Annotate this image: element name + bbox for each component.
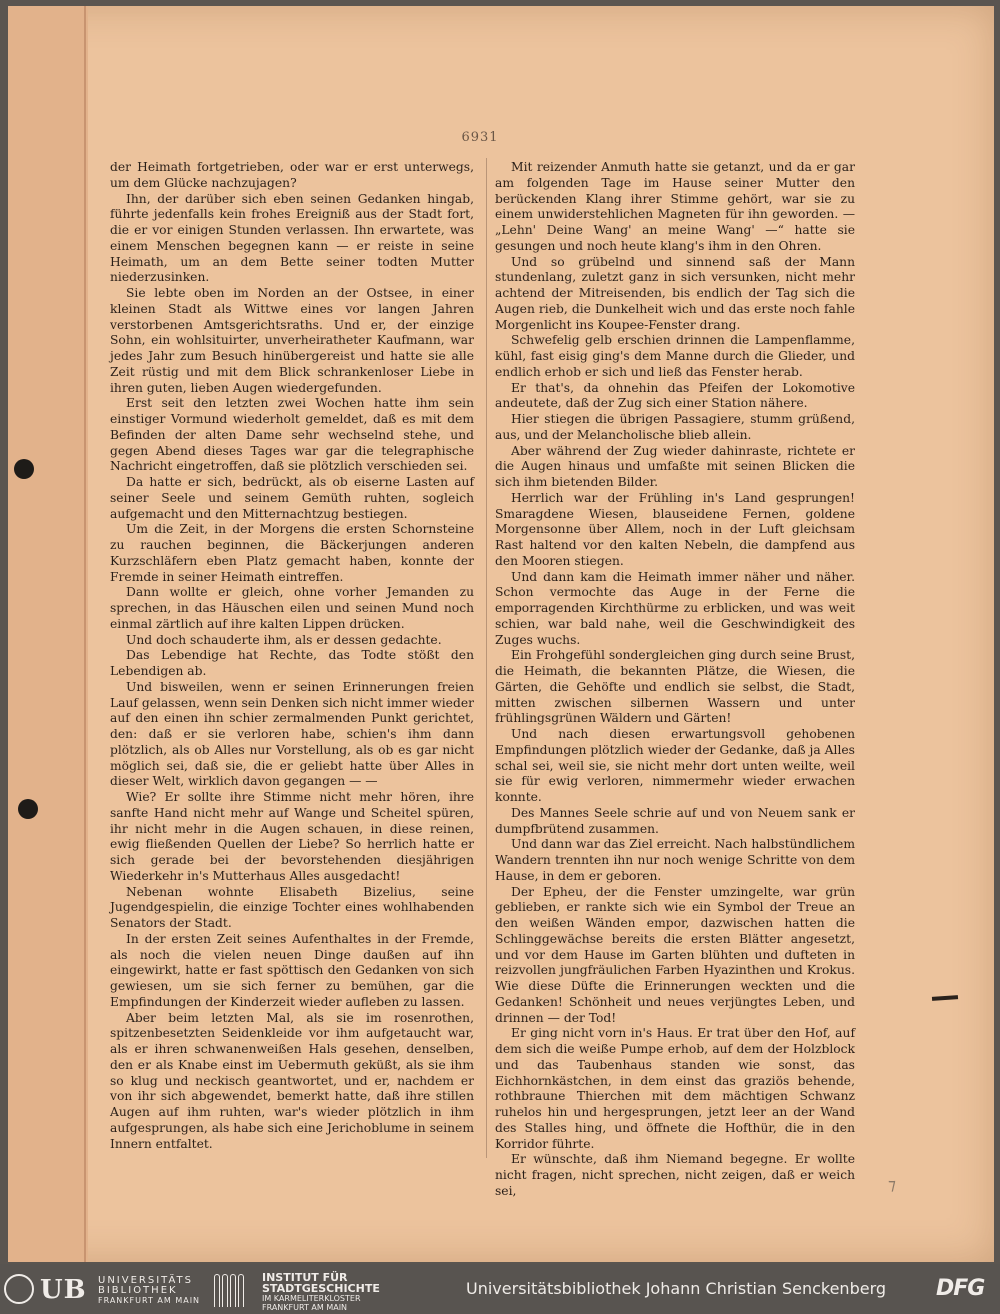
paragraph: Er wünschte, daß ihm Niemand begegne. Er wollte nicht fragen, nicht sprechen, nicht zeigen, daß er weich sei, [495,1152,855,1198]
paragraph: Er ging nicht vorn in's Haus. Er trat über den Hof, auf dem sich die weiße Pumpe erhob, auf dem der Holzblock und das Taubenhaus standen wie sonst, das Eichhornkästchen, in dem einst das graziös behende, rothbraune Thierchen mit dem mächtigen Schwanz ruhelos hin und hergesprungen, jetzt leer an der Wand des Stalles hing, und öffnete die Hofthür, die in den Korridor führte. [495,1026,855,1151]
ub-line-2: BIBLIOTHEK [98,1285,178,1296]
paragraph: Ihn, der darüber sich eben seinen Gedanken hingab, führte jedenfalls kein frohes Ereigniß aus der Stadt fort, die er vor einigen Stunden verlassen. Ihn erwartete, was einem Menschen begegnen kann — er reiste in seine Heimath, um an dem Bette seiner todten Mutter niederzusinken. [110,191,474,285]
paragraph: Und dann kam die Heimath immer näher und näher. Schon vermochte das Auge in der Ferne die emporragenden Kirchthürme zu erblicken, und was weit schien, war bald nahe, weil die Geschwindigkeit des Zuges wuchs. [495,569,855,647]
ifs-line-3: IM KARMELITERKLOSTER [262,1294,361,1303]
ifs-line-2: STADTGESCHICHTE [262,1282,380,1295]
left-column [110,160,474,1152]
paragraph: Und bisweilen, wenn er seinen Erinnerungen freien Lauf gelassen, wenn sein Denken sich nicht immer wieder auf den einen ihn schier zermalmenden Punkt gerichtet, den: daß er sie verloren habe, schien's ihm dann plötzlich, als ob Alles nur Vorstellung, als ob es gar nicht möglich sei, daß sie, die er geliebt hatte über Alles in dieser Welt, wirklich davon gegangen — — [110,679,474,789]
paragraph: Wie? Er sollte ihre Stimme nicht mehr hören, ihre sanfte Hand nicht mehr auf Wange und Scheitel spüren, ihr nicht mehr in die Augen schauen, in diese reinen, ewig fließenden Quellen der Liebe? So herrlich hatte er sich gerade bei der bevorstehenden diesjährigen Wiederkehr in's Mutterhaus Alles ausgedacht! [110,790,474,883]
paragraph: Und dann war das Ziel erreicht. Nach halbstündlichem Wandern trennten ihn nur noch wenige Schritte von dem Hause, in dem er geboren. [495,837,855,883]
binding-fold [84,6,86,1262]
paragraph: Aber während der Zug wieder dahinraste, richtete er die Augen hinaus und umfaßte mit seinen Blicken die sich ihm bietenden Bilder. [495,443,855,489]
paragraph: Sie lebte oben im Norden an der Ostsee, in einer kleinen Stadt als Wittwe eines vor langen Jahren verstorbenen Amtsgerichtsraths. Und er, der einzige Sohn, ein wohlsituirter, unverheiratheter Kaufmann, war jedes Jahr zum Besuch hinübergereist und hatte sie alle Zeit rüstig und mit dem Blick schrankenloser Liebe in ihren guten, lieben Augen wiedergefunden. [110,286,474,395]
library-name[interactable]: Universitätsbibliothek Johann Christian Senckenberg [466,1279,887,1298]
paragraph: Hier stiegen die übrigen Passagiere, stumm grüßend, aus, und der Melancholische blieb allein. [495,412,855,442]
paragraph: Aber beim letzten Mal, als sie im rosenrothen, spitzenbesetzten Seidenkleide vor ihm aufgetaucht war, als er ihren schwanenweißen Hals gesehen, denselben, den er als Knabe einst im Uebermuth geküßt, als sie ihm so klug und neckisch geantwortet, und er, nachdem er von ihr sich abgewendet, bemerkt hatte, daß ihre stillen Augen auf ihm ruhten, war's wieder plötzlich in ihm aufgesprungen, als habe sich eine Jerichoblume in seinem Innern entfaltet. [110,1010,474,1151]
ifs-wordmark [262,1272,380,1312]
paragraph: Ein Frohgefühl sondergleichen ging durch seine Brust, die Heimath, die bekannten Plätze, die Wiesen, die Gärten, die Gehöfte und endlich sie selbst, die Stadt, mitten zwischen silbernen Wassern und unter frühlingsgrünen Wäldern und Gärten! [495,648,855,726]
ub-line-1: UNIVERSITÄTS [98,1275,194,1286]
punch-hole [18,799,38,819]
ifs-arches-icon[interactable] [214,1274,252,1306]
ub-letters: UB [40,1275,87,1305]
paragraph: der Heimath fortgetrieben, oder war er erst unterwegs, um dem Glücke nachzujagen? [110,160,474,190]
paragraph: Das Lebendige hat Rechte, das Todte stößt den Lebendigen ab. [110,648,474,678]
binding-margin [8,6,88,1262]
paragraph: Dann wollte er gleich, ohne vorher Jemanden zu sprechen, in das Häuschen eilen und seinen Mund noch einmal zärtlich auf ihre kalten Lippen drücken. [110,585,474,631]
column-divider [486,158,487,1158]
punch-hole [14,459,34,479]
page-number: 6931 [461,130,499,145]
right-column [495,160,855,1200]
paragraph: Er that's, da ohnehin das Pfeifen der Lokomotive andeutete, daß der Zug sich einer Station nähere. [495,380,855,411]
paragraph: Nebenan wohnte Elisabeth Bizelius, seine Jugendgespielin, die einzige Tochter eines wohlhabenden Senators der Stadt. [110,884,474,930]
pencil-mark: ⁊ [888,1175,896,1194]
ifs-line-1: INSTITUT FÜR [262,1271,348,1284]
paragraph: In der ersten Zeit seines Aufenthaltes in der Fremde, als noch die vielen neuen Dinge daußen auf ihn eingewirkt, hatte er fast spöttisch den Gedanken von sich gewiesen, um sie sich ferner zu bemühen, gar die Empfindungen der Kinderzeit wieder aufleben zu lassen. [110,931,474,1009]
paragraph: Und doch schauderte ihm, als er dessen gedachte. [126,632,442,647]
paragraph: Herrlich war der Frühling in's Land gesprungen! Smaragdene Wiesen, blauseidene Fernen, goldene Morgensonne über Allem, noch in der Luft gleichsam Rast haltend vor den kalten Nebeln, die dampfend aus den Mooren stiegen. [495,490,855,568]
paragraph: Und so grübelnd und sinnend saß der Mann stundenlang, zuletzt ganz in sich versunken, nicht mehr achtend der Mitreisenden, bis endlich der Tag sich die Augen rieb, die Dunkelheit wich und das erste noch fahle Morgenlicht ins Koupee-Fenster drang. [495,254,855,332]
paragraph: Erst seit den letzten zwei Wochen hatte ihm sein einstiger Vormund wiederholt gemeldet, daß es mit dem Befinden der alten Dame sehr wechselnd stehe, und gegen Abend dieses Tages war gar die telegraphische Nachricht eingetroffen, daß sie plötzlich verschieden sei. [110,396,474,474]
paragraph: Schwefelig gelb erschien drinnen die Lampenflamme, kühl, fast eisig ging's dem Manne durch die Glieder, und endlich erhob er sich und ließ das Fenster herab. [495,333,855,379]
paragraph: Mit reizender Anmuth hatte sie getanzt, und da er gar am folgenden Tage im Hause seiner Mutter den berückenden Klang ihrer Stimme gehört, war sie zu einem unwiderstehlichen Magneten für ihn geworden. — „Lehn' Deine Wang' an meine Wang' —“ hatte sie gesungen und noch heute klang's ihm in den Ohren. [495,160,855,253]
footer-bar [0,1264,1000,1314]
paragraph: Da hatte er sich, bedrückt, als ob eiserne Lasten auf seiner Seele und seinem Gemüth ruhten, sogleich aufgemacht und den Mitternachtzug bestiegen. [110,475,474,521]
paragraph: Um die Zeit, in der Morgens die ersten Schornsteine zu rauchen beginnen, die Bäckerjungen anderen Kurzschläfern eben Platz gemacht haben, konnte der Fremde in seiner Heimath eintreffen. [110,522,474,584]
paragraph: Der Epheu, der die Fenster umzingelte, war grün geblieben, er rankte sich wie ein Symbol der Treue an den weißen Wänden empor, dazwischen hatten die Schlinggewächse bereits die ersten Blätter angesetzt, und vor dem Hause im Garten blühten und dufteten in reizvollen jungfräulichen Farben Hyazinthen und Krokus. Wie diese Düfte die Erinnerungen weckten und die Gedanken! Schönheit und neues verjüngtes Leben, und drinnen — der Tod! [495,884,855,1025]
ub-seal-icon [4,1274,34,1304]
paragraph: Und nach diesen erwartungsvoll gehobenen Empfindungen plötzlich wieder der Gedanke, daß ja Alles schal sei, weil sie, sie nicht mehr dort unten weilte, weil sie für ewig verloren, nimmermehr wieder erwachen konnte. [495,727,855,804]
paragraph: Des Mannes Seele schrie auf und von Neuem sank er dumpfbrütend zusammen. [495,805,855,836]
ub-logo[interactable] [4,1274,94,1306]
ub-wordmark [98,1276,200,1306]
dfg-logo[interactable]: DFG [936,1276,985,1301]
ub-line-3: FRANKFURT AM MAIN [98,1296,201,1305]
ifs-line-4: FRANKFURT AM MAIN [262,1303,348,1312]
